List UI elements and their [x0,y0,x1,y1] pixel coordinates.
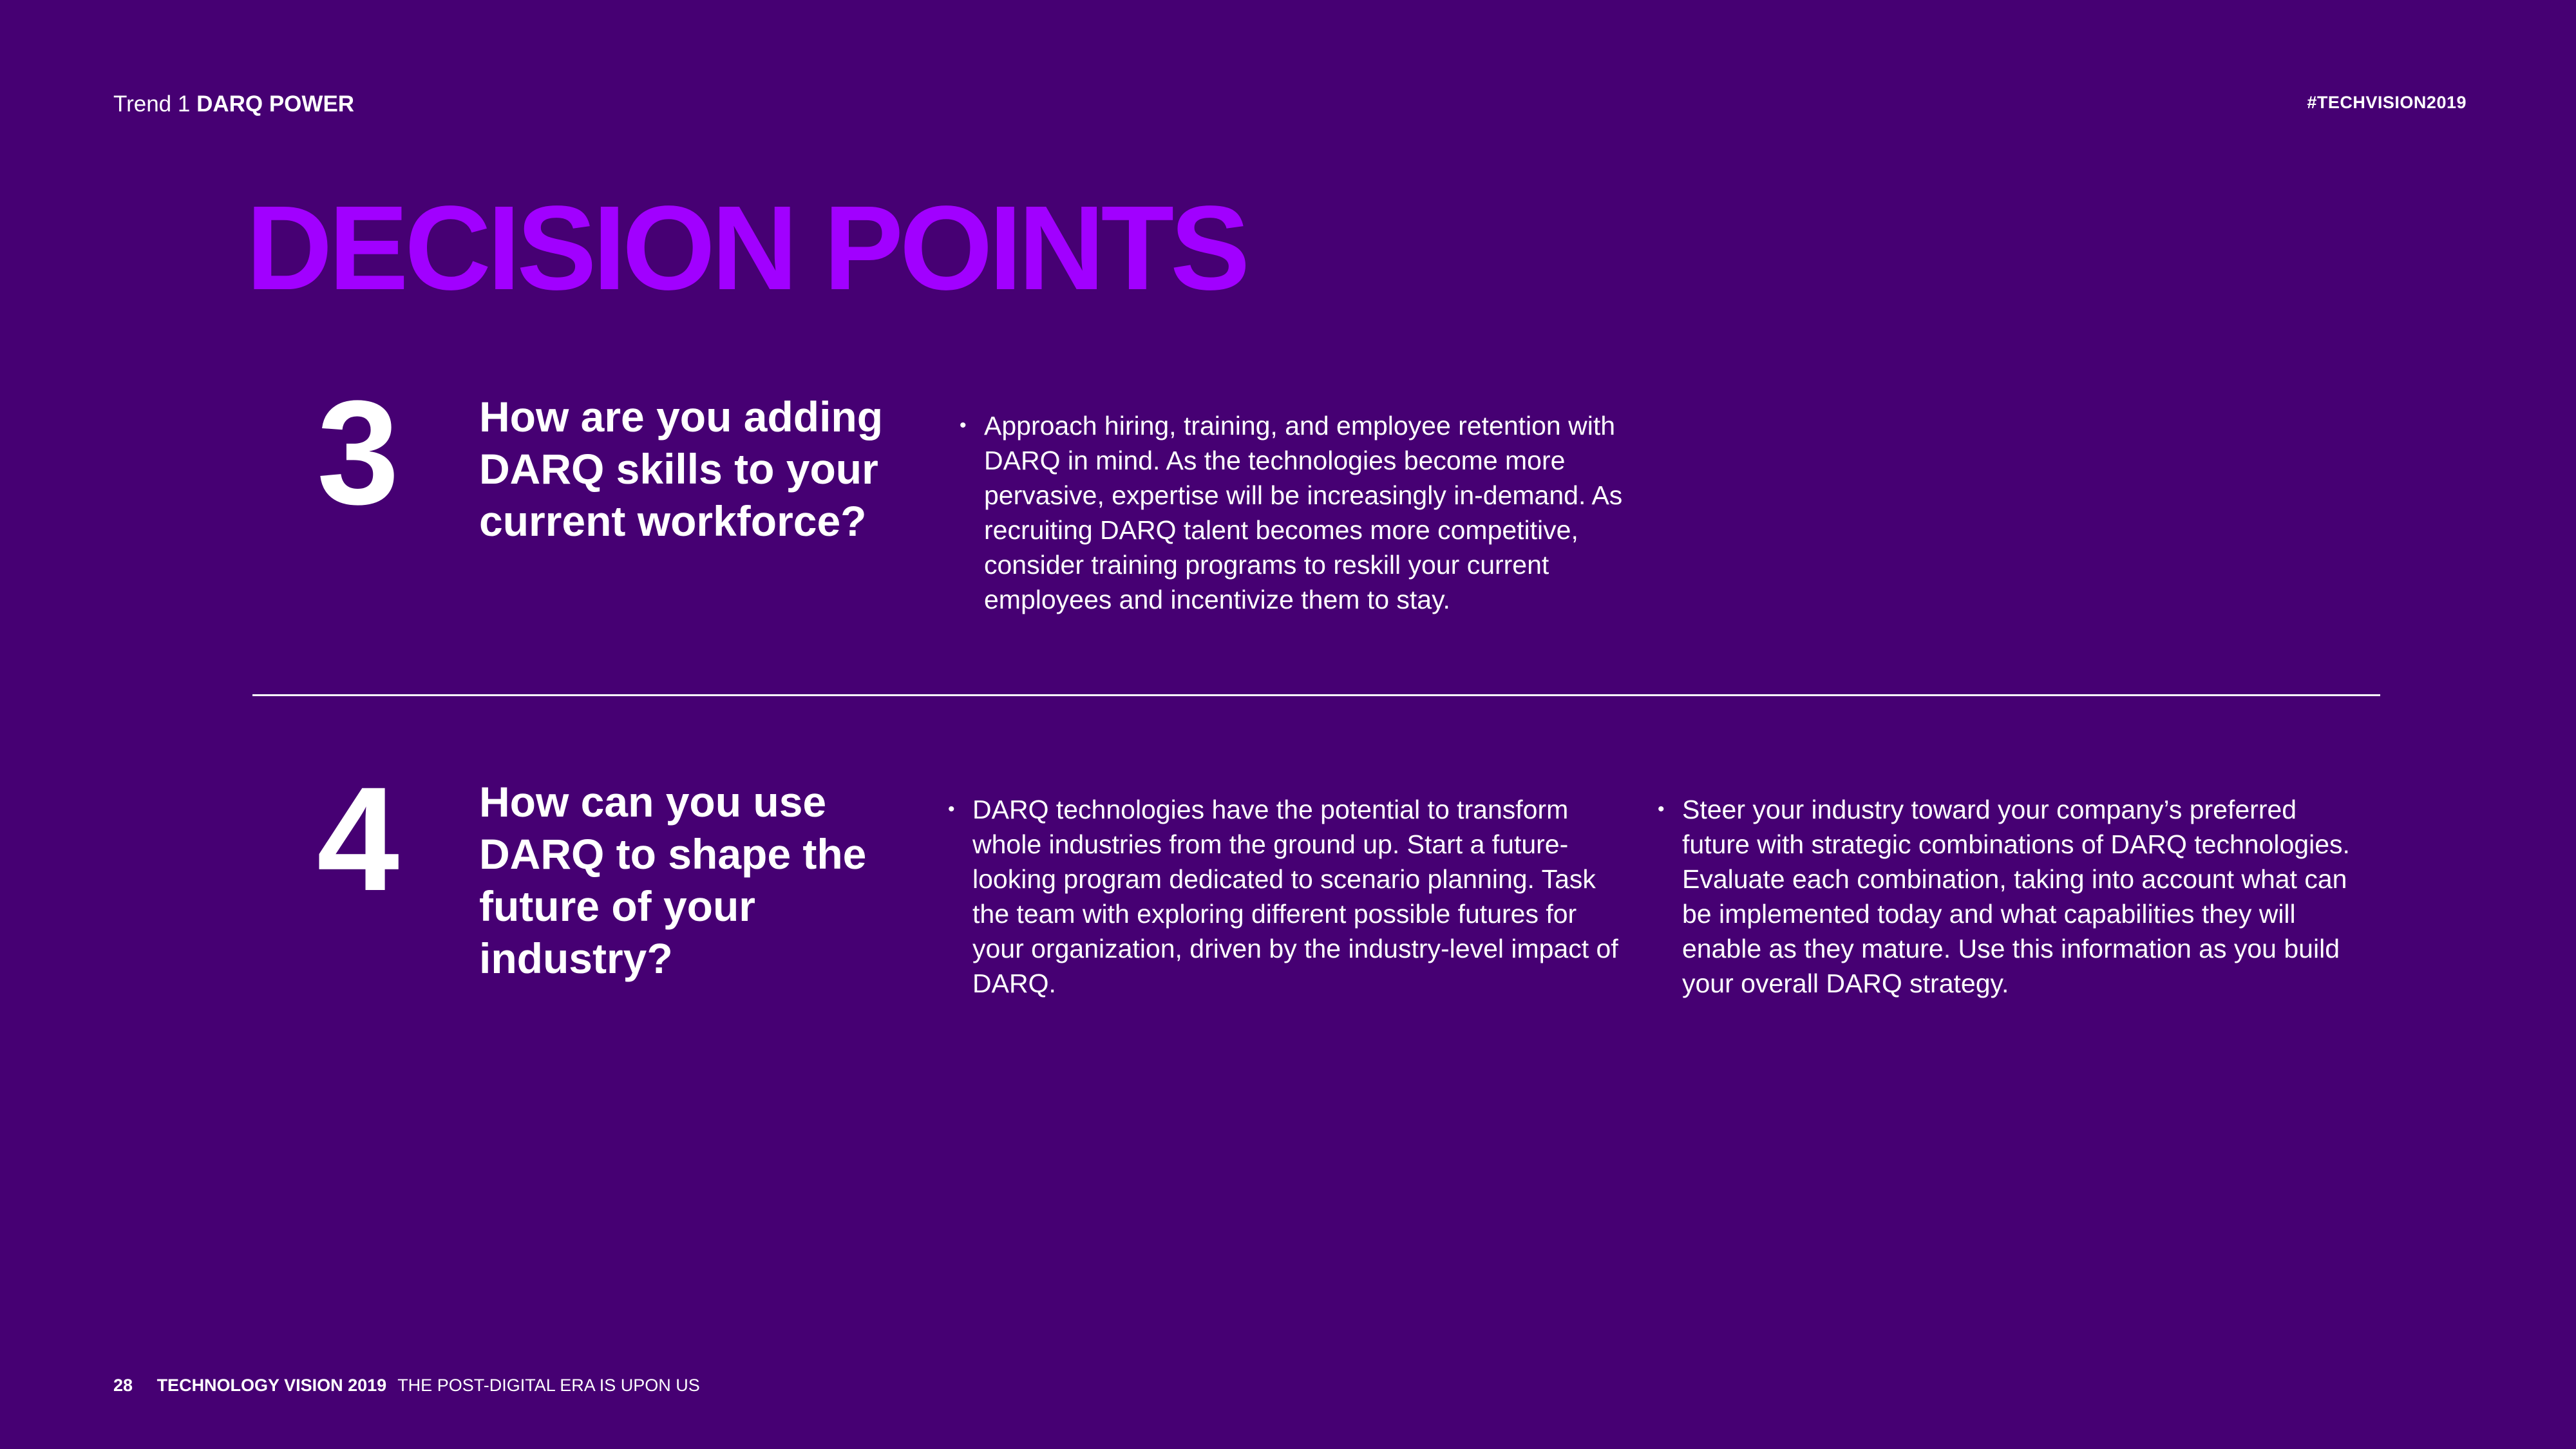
divider [252,694,2380,696]
decision-question-4: How can you use DARQ to shape the future of your industry? [479,778,867,982]
section-label [113,90,354,118]
page-title: DECISION POINTS [246,182,1247,315]
hashtag: #TECHVISION2019 [2307,93,2467,112]
decision-number-3: 3 [317,370,399,535]
decision-number-4: 4 [317,756,399,922]
trend-number: Trend 1 [113,91,191,117]
bullet-item: • Steer your industry toward your company’s preferred future with strategic combinations of DARQ technologies. Evaluate each combination, taking into account what can be implemented today and what capabilities they will enable as they mature. Use this information as you build your overall DARQ strategy. [1656,792,2352,1001]
page-footer [113,1374,700,1396]
trend-name: DARQ POWER [196,91,355,117]
bullet-item: • DARQ technologies have the potential to transform whole industries from the ground up. Start a future-looking program dedicated to scenario planning. Task the team with exploring different possible futures for your organization, driven by the industry-level impact of DARQ. [947,792,1629,1001]
bullet-item: • Approach hiring, training, and employee retention with DARQ in mind. As the technologies become more pervasive, expertise will be increasingly in-demand. As recruiting DARQ talent becomes more competitive, consider training programs to reskill your current employees and incentivize them to stay. [958,408,1660,617]
report-name: TECHNOLOGY VISION 2019 [156,1376,387,1395]
page-number: 28 [113,1376,133,1395]
decision-question-3: How are you adding DARQ skills to your current workforce? [479,393,884,545]
report-tagline: THE POST-DIGITAL ERA IS UPON US [397,1376,700,1395]
